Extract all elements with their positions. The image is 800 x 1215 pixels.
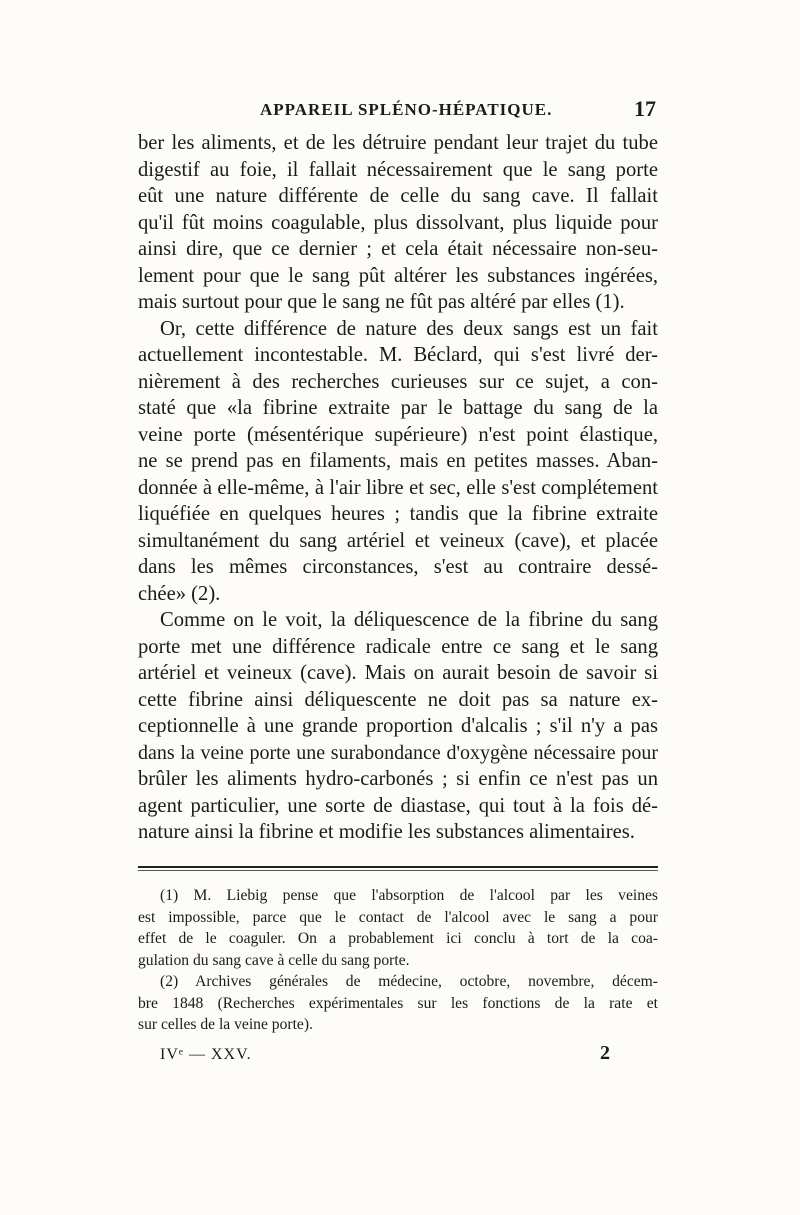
footnote-line: (2) Archives générales de médecine, octobre, novembre, décem- [160,973,658,990]
footnote-line: gulation du sang cave à celle du sang porte. [138,951,410,969]
body-line: brûler les aliments hydro-carbonés ; si enfin ce n'est pas un [138,768,658,790]
footnote-line: (1) M. Liebig pense que l'absorption de l'alcool par les veines [160,887,658,904]
footnote-line: bre 1848 (Recherches expérimentales sur les fonctions de la rate et [138,994,658,1012]
footnote-rule [138,866,658,868]
body-line: Or, cette différence de nature des deux sangs est un fait [160,317,658,340]
body-line: mais surtout pour que le sang ne fût pas altéré par elles (1). [138,291,625,313]
body-line: simultanément du sang artériel et veineux (cave), et placée [138,529,658,552]
body-line: digestif au foie, il fallait nécessairement que le sang porte [138,158,658,181]
page-header [138,98,658,128]
body-line: lement pour que le sang pût altérer les substances ingérées, [138,264,658,287]
body-line: ber les aliments, et de les détruire pendant leur trajet du tube [138,132,658,154]
footnote-line: sur celles de la veine porte). [138,1016,313,1033]
body-line: porte met une différence radicale entre ce sang et le sang [138,635,658,658]
footnotes [138,885,658,1036]
body-line: artériel et veineux (cave). Mais on aurait besoin de savoir si [138,662,658,684]
body-line: ne se prend pas en filaments, mais en petites masses. Aban- [138,450,658,472]
page-number: 17 [634,96,656,121]
body-line: Comme on le voit, la déliquescence de la fibrine du sang [160,609,658,631]
body-line: dans les mêmes circonstances, s'est au contraire dessé- [138,556,658,578]
footnote-line: est impossible, parce que le contact de l'alcool avec le sang a pour [138,908,658,926]
sheet-number: 2 [600,1042,610,1064]
body-line: donnée à elle-même, à l'air libre et sec, elle s'est complétement [138,476,658,499]
body-line: veine porte (mésentérique supérieure) n'est point élastique, [138,423,658,446]
body-line: agent particulier, une sorte de diastase, qui tout à la fois dé- [138,794,658,817]
body-line: nièrement à des recherches curieuses sur ce sujet, a con- [138,370,658,393]
body-line: qu'il fût moins coagulable, plus dissolvant, plus liquide pour [138,211,658,234]
body-line: ceptionnelle à une grande proportion d'alcalis ; s'il n'y a pas [138,715,658,737]
body-line: dans la veine porte une surabondance d'oxygène nécessaire pour [138,741,658,764]
body-line: liquéfiée en quelques heures ; tandis que la fibrine extraite [138,503,658,525]
page-footer [160,1042,610,1070]
running-head: APPAREIL SPLÉNO-HÉPATIQUE. [260,100,553,119]
signature-mark: IVᵉ — XXV. [160,1046,252,1063]
body-line: chée» (2). [138,582,221,605]
body-line: eût une nature différente de celle du sang cave. Il fallait [138,185,658,207]
body-line: ainsi dire, que ce dernier ; et cela était nécessaire non-seu- [138,238,658,260]
body-text [138,130,658,846]
footnote-rule-thin [138,870,658,871]
footnote-line: effet de le coaguler. On a probablement ici conclu à tort de la coa- [138,930,658,947]
body-line: staté que «la fibrine extraite par le battage du sang de la [138,397,658,419]
body-line: actuellement incontestable. M. Béclard, qui s'est livré der- [138,344,658,366]
body-line: nature ainsi la fibrine et modifie les substances alimentaires. [138,821,635,843]
body-line: cette fibrine ainsi déliquescente ne doit pas sa nature ex- [138,688,658,711]
